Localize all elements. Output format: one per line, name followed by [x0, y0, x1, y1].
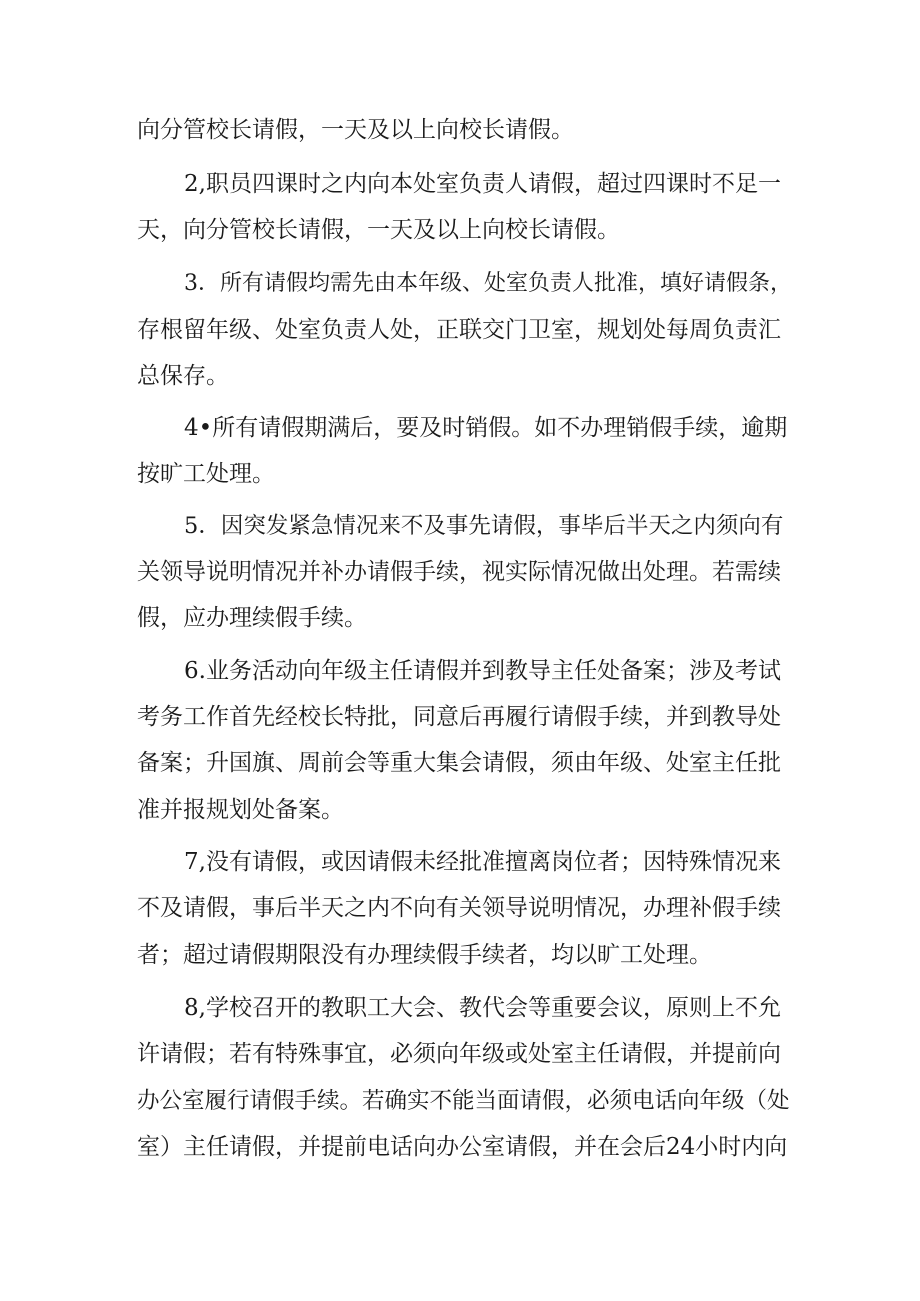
text-line [0, 408, 920, 448]
text-line-content: 8,学校召开的教职工大会、教代会等重要会议，原则上不允 [184, 995, 781, 1021]
text-line [0, 356, 920, 396]
text-line-content: 许请假；若有特殊事宜，必须向年级或处室主任请假，并提前向 [137, 1041, 781, 1067]
text-line-content: 者；超过请假期限没有办理续假手续者，均以旷工处理。 [137, 942, 712, 968]
text-line-content: 2,职员四课时之内向本处室负责人请假，超过四课时不足一 [184, 171, 781, 197]
text-line-content: 5．因突发紧急情况来不及事先请假，事毕后半天之内须向有 [184, 513, 784, 539]
text-line [0, 888, 920, 928]
text-line [0, 743, 920, 783]
text-line-content: 3．所有请假均需先由本年级、处室负责人批准，填好请假条， [184, 271, 792, 296]
text-line [0, 1127, 920, 1167]
text-line [0, 1034, 920, 1074]
text-line-content: 考务工作首先经校长特批，同意后再履行请假手续，并到教导处 [137, 704, 781, 730]
text-line [0, 988, 920, 1028]
text-line-content: 7,没有请假，或因请假未经批准擅离岗位者；因特殊情况来 [184, 849, 781, 875]
text-line [0, 310, 920, 350]
text-line [0, 935, 920, 975]
text-line [0, 651, 920, 691]
text-line [0, 264, 920, 304]
text-line-content: 准并报规划处备案。 [137, 797, 344, 823]
text-line-content: 4•所有请假期满后，要及时销假。如不办理销假手续，逾期 [184, 415, 788, 441]
text-line [0, 1081, 920, 1121]
text-line-content: 不及请假，事后半天之内不向有关领导说明情况，办理补假手续 [137, 895, 781, 921]
text-line-content: 办公室履行请假手续。若确实不能当面请假，必须电话向年级（处 [137, 1088, 790, 1114]
text-line [0, 210, 920, 250]
text-line-content: 按旷工处理。 [137, 461, 275, 487]
text-line-content: 向分管校长请假，一天及以上向校长请假。 [137, 117, 574, 143]
text-line [0, 842, 920, 882]
text-line [0, 598, 920, 638]
text-line-content: 存根留年级、处室负责人处，正联交门卫室，规划处每周负责汇 [137, 317, 781, 343]
text-line-content: 天，向分管校长请假，一天及以上向校长请假。 [137, 217, 620, 243]
text-line [0, 790, 920, 830]
text-line [0, 110, 920, 150]
text-line [0, 454, 920, 494]
text-line [0, 164, 920, 204]
text-line [0, 506, 920, 546]
text-line-content: 总保存。 [137, 363, 229, 389]
text-line [0, 552, 920, 592]
text-line-content: 关领导说明情况并补办请假手续，视实际情况做出处理。若需续 [137, 559, 781, 585]
text-line-content: 室）主任请假，并提前电话向办公室请假，并在会后24小时内向 [137, 1134, 788, 1160]
text-line-content: 备案；升国旗、周前会等重大集会请假，须由年级、处室主任批 [137, 750, 781, 776]
text-line-content: 6.业务活动向年级主任请假并到教导主任处备案；涉及考试 [184, 658, 781, 684]
text-line-content: 假，应办理续假手续。 [137, 605, 367, 631]
text-line [0, 697, 920, 737]
